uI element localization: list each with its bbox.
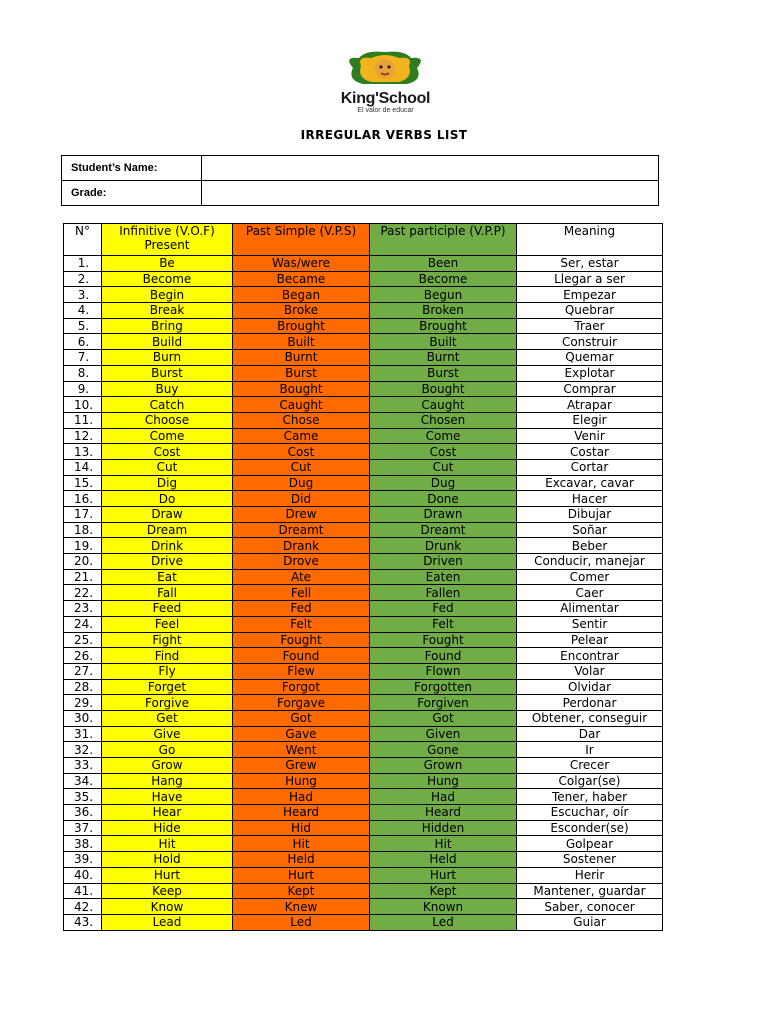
table-row — [64, 899, 663, 915]
verb-number: 33. — [64, 758, 102, 774]
verb-meaning: Quemar — [517, 350, 663, 366]
table-row — [64, 616, 663, 632]
verb-number: 11. — [64, 412, 102, 428]
verb-infinitive: Fall — [102, 585, 233, 601]
verb-infinitive: Draw — [102, 507, 233, 523]
verb-meaning: Empezar — [517, 287, 663, 303]
verb-past-participle: Forgotten — [370, 679, 517, 695]
verb-meaning: Sostener — [517, 852, 663, 868]
verb-past-simple: Burst — [233, 365, 370, 381]
verb-number: 24. — [64, 616, 102, 632]
verb-infinitive: Break — [102, 303, 233, 319]
verb-number: 6. — [64, 334, 102, 350]
verb-number: 5. — [64, 318, 102, 334]
verb-past-simple: Drank — [233, 538, 370, 554]
verb-past-simple: Forgave — [233, 695, 370, 711]
school-logo — [313, 50, 458, 116]
verb-past-simple: Gave — [233, 726, 370, 742]
table-row — [64, 726, 663, 742]
header-meaning: Meaning — [517, 224, 663, 256]
verb-infinitive: Cut — [102, 459, 233, 475]
verb-number: 20. — [64, 554, 102, 570]
verb-meaning: Dar — [517, 726, 663, 742]
verb-meaning: Guiar — [517, 914, 663, 930]
verb-infinitive: Hit — [102, 836, 233, 852]
verb-number: 36. — [64, 805, 102, 821]
verb-past-simple: Hung — [233, 773, 370, 789]
verb-past-simple: Dug — [233, 475, 370, 491]
table-row — [64, 318, 663, 334]
verb-meaning: Costar — [517, 444, 663, 460]
table-row — [64, 256, 663, 272]
verb-infinitive: Find — [102, 648, 233, 664]
header-past-simple: Past Simple (V.P.S) — [233, 224, 370, 256]
verb-infinitive: Begin — [102, 287, 233, 303]
verb-number: 37. — [64, 820, 102, 836]
verb-number: 15. — [64, 475, 102, 491]
verb-past-participle: Heard — [370, 805, 517, 821]
verb-infinitive: Drink — [102, 538, 233, 554]
verb-past-participle: Forgiven — [370, 695, 517, 711]
student-name-field[interactable] — [202, 156, 659, 181]
verb-past-participle: Cost — [370, 444, 517, 460]
verb-number: 38. — [64, 836, 102, 852]
verb-number: 35. — [64, 789, 102, 805]
verb-past-simple: Fell — [233, 585, 370, 601]
verb-meaning: Volar — [517, 663, 663, 679]
header-number: N° — [64, 224, 102, 256]
verb-meaning: Herir — [517, 867, 663, 883]
verb-past-participle: Been — [370, 256, 517, 272]
verb-infinitive: Buy — [102, 381, 233, 397]
verb-past-participle: Felt — [370, 616, 517, 632]
verb-meaning: Ser, estar — [517, 256, 663, 272]
verb-past-simple: Flew — [233, 663, 370, 679]
table-row — [64, 758, 663, 774]
verb-number: 1. — [64, 256, 102, 272]
table-row — [64, 303, 663, 319]
table-row — [64, 350, 663, 366]
verb-past-participle: Burst — [370, 365, 517, 381]
verb-meaning: Saber, conocer — [517, 899, 663, 915]
verb-meaning: Dibujar — [517, 507, 663, 523]
verb-past-simple: Caught — [233, 397, 370, 413]
verb-past-participle: Broken — [370, 303, 517, 319]
verb-past-participle: Got — [370, 710, 517, 726]
header-past-participle: Past participle (V.P.P) — [370, 224, 517, 256]
verb-past-simple: Hurt — [233, 867, 370, 883]
verb-meaning: Excavar, cavar — [517, 475, 663, 491]
verb-number: 14. — [64, 459, 102, 475]
verb-meaning: Ir — [517, 742, 663, 758]
verb-past-participle: Come — [370, 428, 517, 444]
table-row — [64, 695, 663, 711]
verb-infinitive: Fight — [102, 632, 233, 648]
verb-number: 3. — [64, 287, 102, 303]
table-row — [64, 679, 663, 695]
verb-past-simple: Brought — [233, 318, 370, 334]
verb-meaning: Encontrar — [517, 648, 663, 664]
table-row — [64, 648, 663, 664]
table-row — [64, 663, 663, 679]
verb-number: 13. — [64, 444, 102, 460]
verb-infinitive: Drive — [102, 554, 233, 570]
table-row — [64, 507, 663, 523]
verb-meaning: Llegar a ser — [517, 271, 663, 287]
verb-meaning: Olvidar — [517, 679, 663, 695]
verb-infinitive: Be — [102, 256, 233, 272]
verb-past-participle: Fought — [370, 632, 517, 648]
verb-meaning: Obtener, conseguir — [517, 710, 663, 726]
verb-meaning: Elegir — [517, 412, 663, 428]
verb-number: 34. — [64, 773, 102, 789]
verb-infinitive: Give — [102, 726, 233, 742]
verb-infinitive: Fly — [102, 663, 233, 679]
verb-past-participle: Caught — [370, 397, 517, 413]
verb-number: 39. — [64, 852, 102, 868]
verb-past-simple: Ate — [233, 569, 370, 585]
verb-past-simple: Fed — [233, 601, 370, 617]
verb-past-simple: Drove — [233, 554, 370, 570]
table-row — [64, 287, 663, 303]
table-row — [64, 397, 663, 413]
verb-number: 9. — [64, 381, 102, 397]
verb-past-participle: Hidden — [370, 820, 517, 836]
verb-number: 4. — [64, 303, 102, 319]
verb-meaning: Beber — [517, 538, 663, 554]
verb-past-simple: Forgot — [233, 679, 370, 695]
verb-meaning: Golpear — [517, 836, 663, 852]
verb-number: 27. — [64, 663, 102, 679]
verb-past-participle: Given — [370, 726, 517, 742]
verb-meaning: Construir — [517, 334, 663, 350]
verb-past-participle: Become — [370, 271, 517, 287]
verb-past-simple: Was/were — [233, 256, 370, 272]
verb-past-participle: Dug — [370, 475, 517, 491]
verb-infinitive: Hang — [102, 773, 233, 789]
student-name-row — [62, 156, 659, 181]
verb-number: 22. — [64, 585, 102, 601]
verb-meaning: Alimentar — [517, 601, 663, 617]
table-row — [64, 412, 663, 428]
verb-infinitive: Hurt — [102, 867, 233, 883]
table-row — [64, 742, 663, 758]
table-row — [64, 334, 663, 350]
table-header-row — [64, 224, 663, 256]
verb-past-simple: Chose — [233, 412, 370, 428]
irregular-verbs-table — [63, 223, 663, 931]
verb-number: 2. — [64, 271, 102, 287]
verb-past-simple: Found — [233, 648, 370, 664]
verb-infinitive: Forget — [102, 679, 233, 695]
verb-meaning: Sentir — [517, 616, 663, 632]
verb-past-participle: Built — [370, 334, 517, 350]
verb-number: 18. — [64, 522, 102, 538]
verb-past-participle: Hurt — [370, 867, 517, 883]
verb-past-simple: Had — [233, 789, 370, 805]
student-name-label: Student’s Name: — [62, 156, 202, 181]
table-row — [64, 554, 663, 570]
table-row — [64, 491, 663, 507]
verb-past-participle: Had — [370, 789, 517, 805]
verb-infinitive: Build — [102, 334, 233, 350]
verb-past-participle: Known — [370, 899, 517, 915]
table-row — [64, 271, 663, 287]
verb-infinitive: Become — [102, 271, 233, 287]
verb-infinitive: Have — [102, 789, 233, 805]
verb-infinitive: Hide — [102, 820, 233, 836]
verb-past-simple: Hid — [233, 820, 370, 836]
verb-infinitive: Know — [102, 899, 233, 915]
verb-meaning: Comer — [517, 569, 663, 585]
grade-row — [62, 181, 659, 206]
verb-meaning: Soñar — [517, 522, 663, 538]
verb-past-simple: Drew — [233, 507, 370, 523]
verb-meaning: Mantener, guardar — [517, 883, 663, 899]
student-info-table — [61, 155, 659, 206]
verb-past-simple: Hit — [233, 836, 370, 852]
verb-past-participle: Gone — [370, 742, 517, 758]
verb-number: 30. — [64, 710, 102, 726]
verb-number: 28. — [64, 679, 102, 695]
table-row — [64, 522, 663, 538]
verb-past-participle: Found — [370, 648, 517, 664]
table-row — [64, 601, 663, 617]
verb-infinitive: Dig — [102, 475, 233, 491]
verb-infinitive: Hold — [102, 852, 233, 868]
verb-meaning: Venir — [517, 428, 663, 444]
table-row — [64, 459, 663, 475]
verb-past-simple: Grew — [233, 758, 370, 774]
verb-number: 26. — [64, 648, 102, 664]
verb-infinitive: Cost — [102, 444, 233, 460]
verb-past-participle: Held — [370, 852, 517, 868]
verb-past-participle: Cut — [370, 459, 517, 475]
table-row — [64, 569, 663, 585]
verb-meaning: Hacer — [517, 491, 663, 507]
verb-number: 32. — [64, 742, 102, 758]
verb-past-participle: Flown — [370, 663, 517, 679]
verb-meaning: Traer — [517, 318, 663, 334]
verb-number: 16. — [64, 491, 102, 507]
verb-past-simple: Cost — [233, 444, 370, 460]
table-row — [64, 475, 663, 491]
verb-number: 25. — [64, 632, 102, 648]
verb-past-participle: Dreamt — [370, 522, 517, 538]
verb-meaning: Comprar — [517, 381, 663, 397]
verb-past-simple: Kept — [233, 883, 370, 899]
verb-infinitive: Feel — [102, 616, 233, 632]
verb-past-participle: Chosen — [370, 412, 517, 428]
verb-infinitive: Get — [102, 710, 233, 726]
verb-past-participle: Begun — [370, 287, 517, 303]
table-row — [64, 365, 663, 381]
verb-past-participle: Fed — [370, 601, 517, 617]
verb-past-participle: Eaten — [370, 569, 517, 585]
verb-meaning: Conducir, manejar — [517, 554, 663, 570]
verb-past-simple: Began — [233, 287, 370, 303]
verb-number: 10. — [64, 397, 102, 413]
verb-infinitive: Lead — [102, 914, 233, 930]
table-row — [64, 914, 663, 930]
table-row — [64, 381, 663, 397]
table-row — [64, 428, 663, 444]
verb-past-simple: Cut — [233, 459, 370, 475]
verb-past-simple: Went — [233, 742, 370, 758]
verb-infinitive: Dream — [102, 522, 233, 538]
verb-past-participle: Burnt — [370, 350, 517, 366]
table-row — [64, 632, 663, 648]
grade-label: Grade: — [62, 181, 202, 206]
verb-number: 7. — [64, 350, 102, 366]
verb-past-simple: Burnt — [233, 350, 370, 366]
verb-past-simple: Dreamt — [233, 522, 370, 538]
verb-past-participle: Kept — [370, 883, 517, 899]
verb-infinitive: Feed — [102, 601, 233, 617]
verb-meaning: Crecer — [517, 758, 663, 774]
verb-meaning: Cortar — [517, 459, 663, 475]
verb-number: 8. — [64, 365, 102, 381]
verb-meaning: Escuchar, oír — [517, 805, 663, 821]
verb-past-participle: Drawn — [370, 507, 517, 523]
verb-past-participle: Done — [370, 491, 517, 507]
verb-past-participle: Hit — [370, 836, 517, 852]
verb-past-participle: Grown — [370, 758, 517, 774]
verb-past-simple: Fought — [233, 632, 370, 648]
logo-school-name: King'School — [340, 90, 431, 107]
table-row — [64, 538, 663, 554]
verb-meaning: Perdonar — [517, 695, 663, 711]
verb-past-participle: Led — [370, 914, 517, 930]
verb-number: 41. — [64, 883, 102, 899]
table-row — [64, 867, 663, 883]
verb-number: 42. — [64, 899, 102, 915]
verb-infinitive: Choose — [102, 412, 233, 428]
verb-past-simple: Bought — [233, 381, 370, 397]
verb-past-simple: Led — [233, 914, 370, 930]
verb-infinitive: Do — [102, 491, 233, 507]
verb-past-simple: Came — [233, 428, 370, 444]
verb-infinitive: Catch — [102, 397, 233, 413]
verb-past-simple: Did — [233, 491, 370, 507]
verb-past-participle: Driven — [370, 554, 517, 570]
verb-infinitive: Keep — [102, 883, 233, 899]
verb-meaning: Esconder(se) — [517, 820, 663, 836]
verb-number: 17. — [64, 507, 102, 523]
verb-infinitive: Burn — [102, 350, 233, 366]
verb-number: 40. — [64, 867, 102, 883]
verb-past-simple: Built — [233, 334, 370, 350]
verb-past-participle: Bought — [370, 381, 517, 397]
verb-past-simple: Knew — [233, 899, 370, 915]
lion-crest-icon — [343, 50, 428, 90]
verb-past-participle: Drunk — [370, 538, 517, 554]
verb-past-participle: Fallen — [370, 585, 517, 601]
verb-number: 19. — [64, 538, 102, 554]
verb-infinitive: Go — [102, 742, 233, 758]
table-row — [64, 789, 663, 805]
verb-number: 21. — [64, 569, 102, 585]
verb-infinitive: Bring — [102, 318, 233, 334]
verb-number: 12. — [64, 428, 102, 444]
page-title: IRREGULAR VERBS LIST — [300, 128, 468, 142]
verb-meaning: Pelear — [517, 632, 663, 648]
table-row — [64, 883, 663, 899]
table-row — [64, 710, 663, 726]
logo-tagline: El valor de educar — [357, 107, 414, 114]
verb-past-simple: Heard — [233, 805, 370, 821]
verb-number: 23. — [64, 601, 102, 617]
table-row — [64, 444, 663, 460]
verb-past-simple: Held — [233, 852, 370, 868]
verb-number: 43. — [64, 914, 102, 930]
verb-infinitive: Burst — [102, 365, 233, 381]
verb-infinitive: Forgive — [102, 695, 233, 711]
table-row — [64, 820, 663, 836]
verb-meaning: Colgar(se) — [517, 773, 663, 789]
verb-infinitive: Grow — [102, 758, 233, 774]
table-row — [64, 585, 663, 601]
verb-past-participle: Brought — [370, 318, 517, 334]
verb-past-participle: Hung — [370, 773, 517, 789]
verb-meaning: Atrapar — [517, 397, 663, 413]
verb-past-simple: Felt — [233, 616, 370, 632]
table-row — [64, 836, 663, 852]
verb-number: 29. — [64, 695, 102, 711]
verb-number: 31. — [64, 726, 102, 742]
verb-past-simple: Got — [233, 710, 370, 726]
verb-past-simple: Became — [233, 271, 370, 287]
grade-field[interactable] — [202, 181, 659, 206]
verb-meaning: Tener, haber — [517, 789, 663, 805]
verb-past-simple: Broke — [233, 303, 370, 319]
header-infinitive: Infinitive (V.O.F) Present — [102, 224, 233, 256]
verb-infinitive: Hear — [102, 805, 233, 821]
verb-meaning: Quebrar — [517, 303, 663, 319]
verb-infinitive: Eat — [102, 569, 233, 585]
table-row — [64, 805, 663, 821]
verb-meaning: Explotar — [517, 365, 663, 381]
table-row — [64, 852, 663, 868]
table-row — [64, 773, 663, 789]
verb-infinitive: Come — [102, 428, 233, 444]
verb-meaning: Caer — [517, 585, 663, 601]
